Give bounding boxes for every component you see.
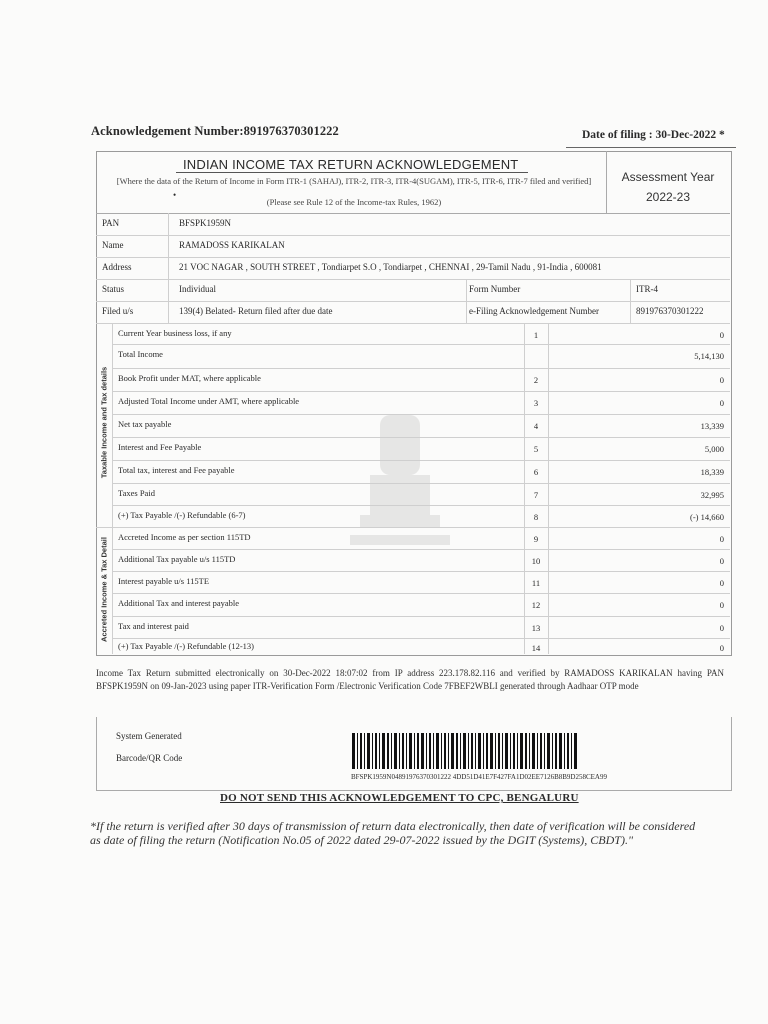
do-not-send-notice: DO NOT SEND THIS ACKNOWLEDGEMENT TO CPC, BENGALURU (220, 792, 579, 804)
form-scope-text: [Where the data of the Return of Income in Form ITR-1 (SAHAJ), ITR-2, ITR-3, ITR-4(SUGAM), ITR-5, ITR-6, ITR-7 filed and verified] (116, 176, 592, 186)
table-row (112, 505, 730, 528)
status-label: Status (102, 284, 125, 294)
barcode-label: Barcode/QR Code (116, 753, 183, 763)
row-description: Interest and Fee Payable (118, 442, 202, 452)
row-description: (+) Tax Payable /(-) Refundable (6-7) (118, 510, 246, 520)
address-value: 21 VOC NAGAR , SOUTH STREET , Tondiarpet S.O , Tondiarpet , CHENNAI , 29-Tamil Nadu , 91-India , 600081 (179, 262, 602, 272)
row-amount: 13,339 (700, 421, 724, 431)
row-description: Total tax, interest and Fee payable (118, 465, 235, 475)
row-number: 8 (533, 512, 539, 522)
row-description: Accreted Income as per section 115TD (118, 532, 251, 542)
row-description: Adjusted Total Income under AMT, where applicable (118, 396, 300, 406)
row-amount: 0 (719, 623, 724, 633)
date-of-filing: Date of filing : 30-Dec-2022 * (582, 129, 725, 141)
table-row (112, 616, 730, 639)
filing-underline (566, 147, 736, 148)
address-label: Address (102, 262, 132, 272)
header-divider (606, 151, 607, 213)
table-row (112, 638, 730, 654)
status-row (96, 279, 730, 302)
row-amount: 0 (719, 534, 724, 544)
row-amount: 0 (719, 398, 724, 408)
table-row (112, 571, 730, 594)
title-underline (176, 172, 528, 173)
row-amount: 0 (719, 578, 724, 588)
status-value: Individual (179, 284, 216, 294)
row-number: 10 (531, 556, 541, 566)
accreted-income-side-label: Accreted Income & Tax Detail (99, 537, 109, 642)
row-number: 9 (533, 534, 539, 544)
row-number: 5 (533, 444, 539, 454)
acknowledgement-number: Acknowledgement Number:891976370301222 (91, 124, 339, 138)
table-row (112, 368, 730, 392)
system-generated-label: System Generated (116, 731, 182, 741)
verification-note: *If the return is verified after 30 days of transmission of return data electronically, then date of verification will be considered as date of filing the return (Notification No.05 of 2022 dated 29-07-2022 issued by the DGIT (Systems), CBDT)." (90, 819, 696, 847)
pan-row (96, 213, 730, 236)
info-divider-right (630, 279, 631, 323)
row-description: Interest payable u/s 115TE (118, 576, 210, 586)
table-row (112, 414, 730, 438)
row-number: 11 (531, 578, 541, 588)
row-number: 7 (533, 490, 539, 500)
row-amount: 0 (719, 556, 724, 566)
table-row (112, 593, 730, 617)
row-number: 2 (533, 375, 539, 385)
row-description: Total Income (118, 349, 163, 359)
row-description: Taxes Paid (118, 488, 155, 498)
barcode-icon (352, 733, 578, 769)
info-divider-mid (466, 279, 467, 323)
bullet-dot: • (173, 190, 177, 200)
row-number: 14 (531, 643, 541, 653)
row-amount: 0 (719, 375, 724, 385)
table-row (112, 437, 730, 461)
row-description: Book Profit under MAT, where applicable (118, 373, 261, 383)
row-description: Tax and interest paid (118, 621, 189, 631)
rule-reference: (Please see Rule 12 of the Income-tax Rules, 1962) (266, 197, 442, 207)
submission-statement: Income Tax Return submitted electronically on 30-Dec-2022 18:07:02 from IP address 223.178.82.116 and verified by RAMADOSS KARIKALAN having PAN BFSPK1959N on 09-Jan-2023 using paper ITR-Verification Form /Electronic Verification Code 7FBEF2WBLI generated through Aadhaar OTP mode (96, 668, 724, 691)
address-row (96, 257, 730, 280)
filed-row (96, 301, 730, 324)
filed-value: 139(4) Belated- Return filed after due date (179, 306, 333, 316)
pan-value: BFSPK1959N (179, 218, 232, 228)
row-amount: 5,14,130 (694, 351, 724, 361)
barcode-text: BFSPK1959N04891976370301222 4DD51D41E7F427FA1D02EE7126B8B9D258CEA99 (351, 773, 607, 781)
efiling-label: e-Filing Acknowledgement Number (469, 306, 599, 316)
row-number: 12 (531, 600, 541, 610)
row-description: Current Year business loss, if any (118, 328, 232, 338)
table-row (112, 483, 730, 506)
row-amount: (-) 14,660 (690, 512, 724, 522)
form-number-value: ITR-4 (636, 284, 658, 294)
row-amount: 32,995 (700, 490, 724, 500)
info-divider (168, 213, 169, 323)
row-number: 4 (533, 421, 539, 431)
row-number: 13 (531, 623, 541, 633)
row-number: 6 (533, 467, 539, 477)
row-description: Net tax payable (118, 419, 172, 429)
row-description: Additional Tax and interest payable (118, 598, 240, 608)
efiling-value: 891976370301222 (636, 306, 704, 316)
assessment-year-label: Assessment Year (621, 170, 715, 184)
row-amount: 0 (719, 643, 724, 653)
table-row (112, 323, 730, 345)
table-row (112, 344, 730, 369)
row-description: Additional Tax payable u/s 115TD (118, 554, 236, 564)
row-amount: 0 (719, 600, 724, 610)
row-amount: 18,339 (700, 467, 724, 477)
row-amount: 5,000 (704, 444, 724, 454)
pan-label: PAN (102, 218, 120, 228)
filed-label: Filed u/s (102, 306, 134, 316)
row-description: (+) Tax Payable /(-) Refundable (12-13) (118, 641, 254, 651)
name-value: RAMADOSS KARIKALAN (179, 240, 285, 250)
name-row (96, 235, 730, 258)
table-row (112, 549, 730, 572)
taxable-income-side-label: Taxable Income and Tax details (99, 366, 109, 479)
form-number-label: Form Number (469, 284, 521, 294)
row-amount: 0 (719, 330, 724, 340)
table-row (112, 527, 730, 550)
table-row (112, 391, 730, 415)
table-row (112, 460, 730, 484)
page-title: INDIAN INCOME TAX RETURN ACKNOWLEDGEMENT (183, 157, 519, 172)
row-number: 3 (533, 398, 539, 408)
row-number: 1 (533, 330, 539, 340)
side-section-divider (96, 527, 112, 528)
assessment-year-value: 2022-23 (645, 190, 691, 204)
name-label: Name (102, 240, 124, 250)
